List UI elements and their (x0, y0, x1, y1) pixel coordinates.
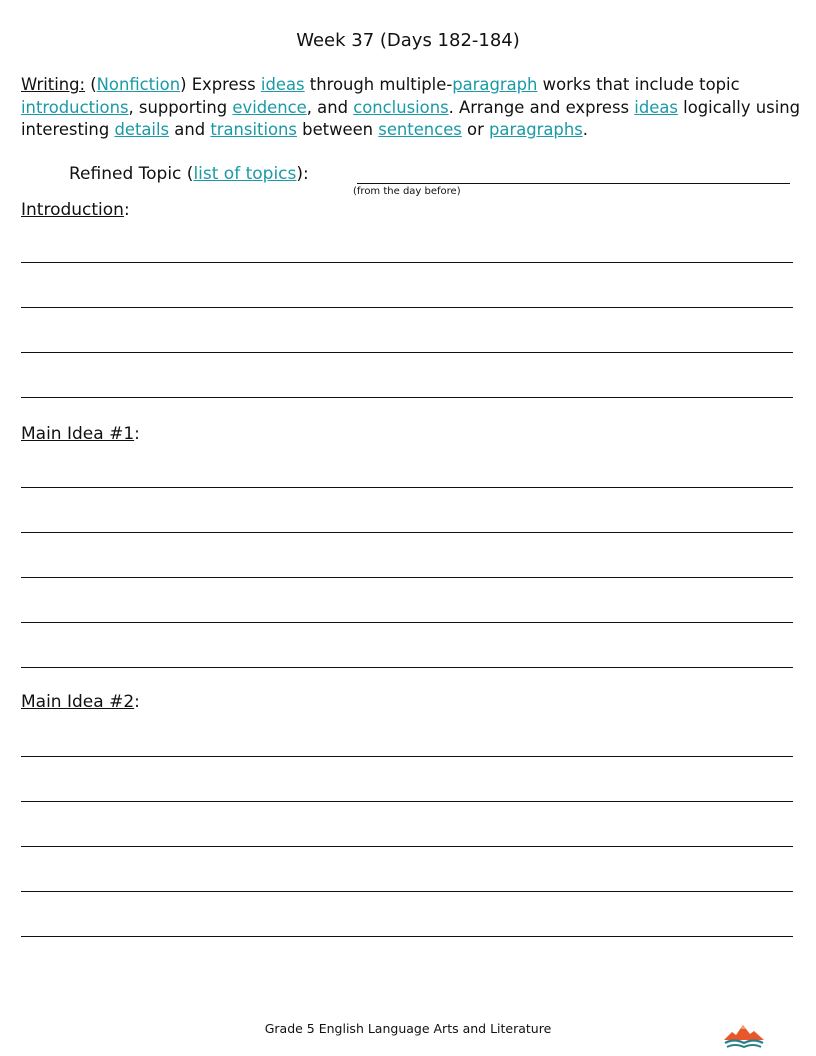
writing-line[interactable] (21, 891, 793, 892)
writing-line[interactable] (21, 936, 793, 937)
evidence-link[interactable]: evidence (232, 97, 307, 117)
paragraphs-link[interactable]: paragraphs (489, 120, 583, 139)
page-title: Week 37 (Days 182-184) (296, 30, 520, 51)
writing-line[interactable] (21, 622, 793, 623)
sentences-link[interactable]: sentences (378, 120, 462, 139)
writing-line[interactable] (21, 667, 793, 668)
conclusions-link[interactable]: conclusions (353, 97, 449, 117)
main-idea-1-label: Main Idea #1 (21, 424, 135, 444)
prompt-text: , supporting (128, 97, 233, 117)
writing-line[interactable] (21, 846, 793, 847)
writing-prompt (21, 74, 801, 142)
nonfiction-link[interactable]: Nonfiction (96, 75, 181, 94)
prompt-text: between (296, 120, 379, 139)
details-link[interactable]: details (114, 120, 170, 139)
writing-line[interactable] (21, 577, 793, 578)
main-idea-2-label: Main Idea #2 (21, 692, 135, 712)
prompt-text: . (582, 120, 588, 139)
heading-colon: : (134, 424, 140, 444)
writing-line[interactable] (21, 307, 793, 308)
introductions-link[interactable]: introductions (21, 97, 129, 117)
prompt-text: . Arrange and express (448, 97, 635, 117)
main-idea-2-heading (21, 692, 140, 712)
introduction-label: Introduction (21, 200, 124, 220)
transitions-link[interactable]: transitions (210, 120, 297, 139)
ideas-link-2[interactable]: ideas (634, 97, 678, 117)
writing-line[interactable] (21, 756, 793, 757)
writing-label: Writing: (21, 75, 86, 94)
book-mountain-logo-icon (722, 1020, 766, 1050)
prompt-text: ) Express (180, 75, 261, 94)
paragraph-link[interactable]: paragraph (452, 75, 538, 94)
prompt-text: through multiple- (304, 75, 453, 94)
introduction-heading (21, 200, 130, 220)
prompt-text: logically using interesting (21, 97, 801, 139)
ideas-link[interactable]: ideas (260, 75, 305, 94)
writing-line[interactable] (21, 352, 793, 353)
topic-note: (from the day before) (353, 186, 461, 197)
page-footer: Grade 5 English Language Arts and Literature (264, 1021, 552, 1036)
prompt-text: works that include topic (537, 75, 740, 94)
prompt-text: , and (306, 97, 354, 117)
prompt-text: or (461, 120, 490, 139)
main-idea-1-heading (21, 424, 140, 444)
refined-topic-row (69, 164, 309, 184)
writing-line[interactable] (21, 532, 793, 533)
writing-line[interactable] (21, 801, 793, 802)
heading-colon: : (134, 692, 140, 712)
writing-line[interactable] (21, 487, 793, 488)
prompt-text: and (169, 120, 211, 139)
refined-topic-label: Refined Topic ( (69, 164, 194, 184)
writing-line[interactable] (21, 262, 793, 263)
list-of-topics-link[interactable]: list of topics (193, 164, 297, 184)
prompt-text: ( (85, 75, 97, 94)
writing-line[interactable] (21, 397, 793, 398)
heading-colon: : (123, 200, 130, 220)
refined-topic-end: ): (296, 164, 309, 184)
refined-topic-answer-line[interactable] (357, 183, 790, 184)
